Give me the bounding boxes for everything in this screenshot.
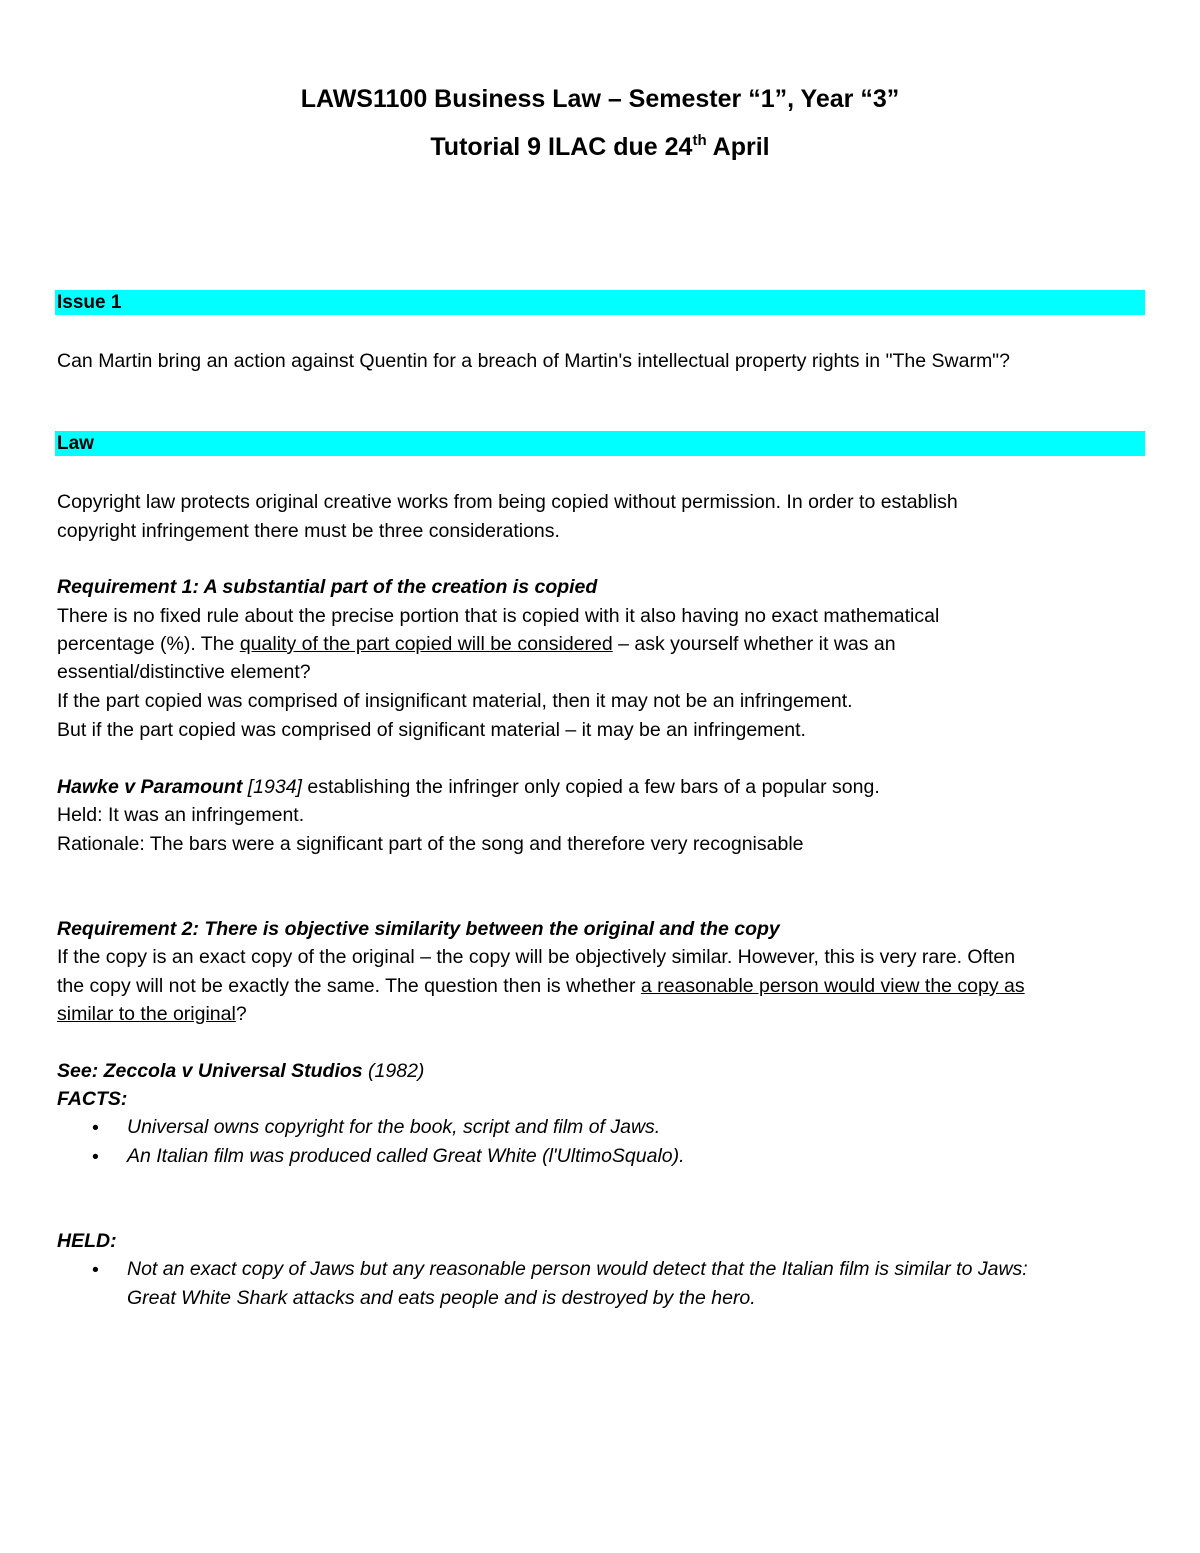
req2-text-a: the copy will not be exactly the same. The question then is whether <box>57 975 641 997</box>
facts-label: FACTS: <box>57 1088 128 1110</box>
held-item-line-1: Not an exact copy of Jaws but any reasonable person would detect that the Italian film is similar to Jaws: <box>127 1258 1028 1280</box>
req2-underlined-text-a: a reasonable person would view the copy as <box>640 975 1025 997</box>
hawke-case-year: [1934] <box>242 776 302 798</box>
issue-heading-band <box>55 290 1145 315</box>
bullet-icon: • <box>92 1146 99 1168</box>
zeccola-case-line <box>57 1059 424 1083</box>
requirement-1-line-2 <box>57 632 896 656</box>
req1-text-b: – ask yourself whether it was an <box>612 633 896 655</box>
hawke-case-name: Hawke v Paramount <box>57 776 243 798</box>
req2-underlined-text-b: similar to the original <box>57 1003 236 1025</box>
held-label: HELD: <box>57 1230 117 1252</box>
hawke-rationale: Rationale: The bars were a significant part of the song and therefore very recognisable <box>57 833 804 855</box>
zeccola-case-year: (1982) <box>362 1060 425 1082</box>
document-title: LAWS1100 Business Law – Semester “1”, Year “3” <box>300 85 900 113</box>
requirement-1-heading: Requirement 1: A substantial part of the creation is copied <box>57 576 598 598</box>
zeccola-case-name: See: Zeccola v Universal Studios <box>57 1060 363 1082</box>
issue-heading: Issue 1 <box>57 292 122 313</box>
req1-text-a: percentage (%). The <box>57 633 240 655</box>
law-heading-band <box>55 431 1145 456</box>
bullet-icon: • <box>92 1117 99 1139</box>
requirement-2-line-2 <box>57 974 1025 998</box>
issue-text: Can Martin bring an action against Quentin for a breach of Martin's intellectual property rights in "The Swarm"? <box>57 350 1010 372</box>
requirement-1-line-3: essential/distinctive element? <box>57 661 311 683</box>
subtitle-month: April <box>706 133 770 161</box>
requirement-1-line-4: If the part copied was comprised of insignificant material, then it may not be an infringement. <box>57 690 853 712</box>
fact-item: An Italian film was produced called Great White (l'UltimoSqualo). <box>127 1145 685 1167</box>
law-heading: Law <box>57 433 94 454</box>
law-intro-line-2: copyright infringement there must be three considerations. <box>57 520 560 542</box>
requirement-2-line-3 <box>57 1002 247 1026</box>
subtitle-text: Tutorial 9 ILAC due 24 <box>430 133 693 161</box>
requirement-2-line-1: If the copy is an exact copy of the original – the copy will be objectively similar. However, this is very rare. Often <box>57 946 1016 968</box>
hawke-case-desc: establishing the infringer only copied a few bars of a popular song. <box>301 776 880 798</box>
held-item-line-2: Great White Shark attacks and eats people and is destroyed by the hero. <box>127 1287 756 1309</box>
req1-underlined-text: quality of the part copied will be considered <box>239 633 613 655</box>
subtitle-superscript: th <box>692 132 707 149</box>
requirement-1-line-1: There is no fixed rule about the precise portion that is copied with it also having no exact mathematical <box>57 605 940 627</box>
document-subtitle <box>0 132 1200 162</box>
bullet-icon: • <box>92 1259 99 1281</box>
law-intro-line-1: Copyright law protects original creative works from being copied without permission. In order to establish <box>57 491 958 513</box>
fact-item: Universal owns copyright for the book, script and film of Jaws. <box>127 1116 661 1138</box>
hawke-case-line <box>57 775 880 799</box>
requirement-2-heading: Requirement 2: There is objective similarity between the original and the copy <box>57 918 780 940</box>
hawke-held: Held: It was an infringement. <box>57 804 305 826</box>
requirement-1-line-5: But if the part copied was comprised of significant material – it may be an infringement. <box>57 719 806 741</box>
req2-text-b: ? <box>235 1003 247 1025</box>
